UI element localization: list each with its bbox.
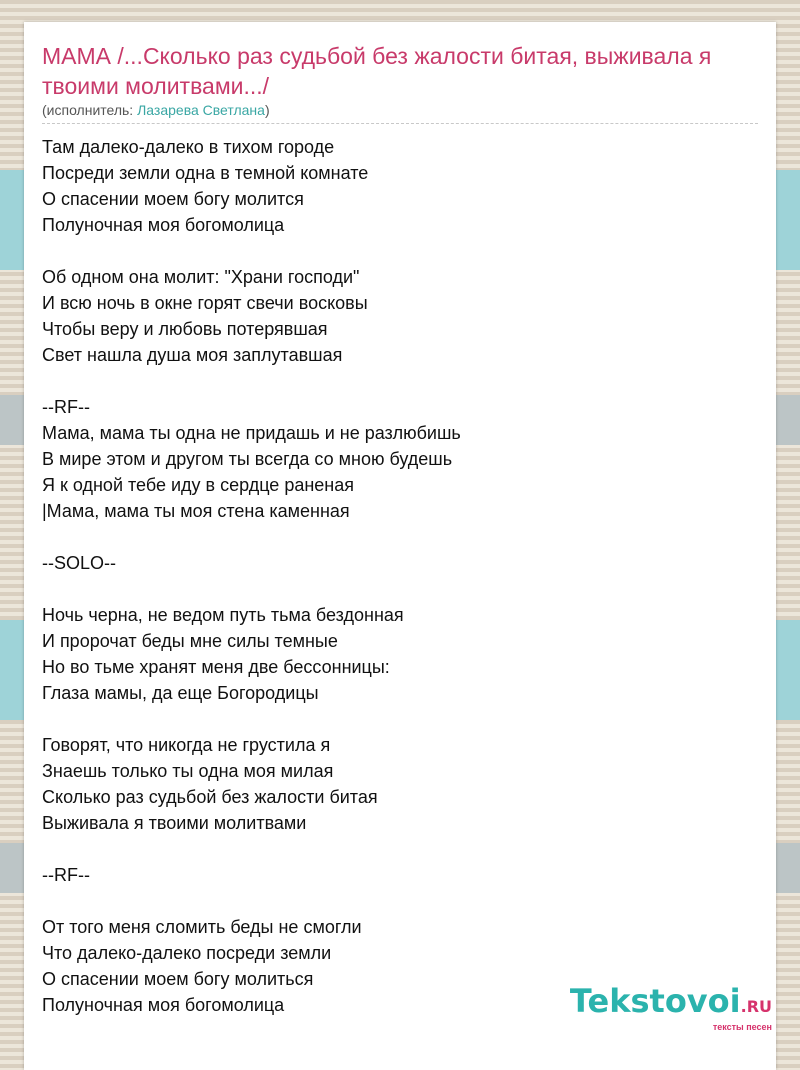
logo-name: Tekstovoi	[569, 982, 741, 1020]
lyrics-blank-line	[42, 368, 758, 394]
lyrics-line: Глаза мамы, да еще Богородицы	[42, 683, 319, 703]
song-title: МАМА /...Сколько раз судьбой без жалости битая, выживала я твоими молитвами.../	[42, 43, 712, 99]
artist-prefix: (исполнитель:	[42, 102, 138, 118]
lyrics-body	[42, 134, 758, 1018]
lyrics-line: Говорят, что никогда не грустила я	[42, 735, 331, 755]
lyrics-line: О спасении моем богу молится	[42, 189, 304, 209]
lyrics-blank-line	[42, 238, 758, 264]
lyrics-line: --RF--	[42, 865, 90, 885]
lyrics-line: Там далеко-далеко в тихом городе	[42, 137, 335, 157]
lyrics-card	[24, 22, 776, 1070]
lyrics-line: Полуночная моя богомолица	[42, 995, 285, 1015]
lyrics-line: --SOLO--	[42, 553, 116, 573]
lyrics-blank-line	[42, 576, 758, 602]
site-logo[interactable]	[570, 984, 772, 1032]
artist-link[interactable]: Лазарева Светлана	[137, 102, 265, 118]
lyrics-line: Сколько раз судьбой без жалости битая	[42, 787, 378, 807]
divider	[42, 123, 758, 124]
lyrics-line: Знаешь только ты одна моя милая	[42, 761, 334, 781]
lyrics-line: Свет нашла душа моя заплутавшая	[42, 345, 343, 365]
lyrics-line: Ночь черна, не ведом путь тьма бездонная	[42, 605, 404, 625]
lyrics-blank-line	[42, 888, 758, 914]
lyrics-line: Об одном она молит: "Храни господи"	[42, 267, 360, 287]
lyrics-line: Чтобы веру и любовь потерявшая	[42, 319, 328, 339]
lyrics-line: Выживала я твоими молитвами	[42, 813, 307, 833]
artist-suffix: )	[264, 102, 270, 118]
lyrics-line: Что далеко-далеко посреди земли	[42, 943, 332, 963]
lyrics-line: |Мама, мама ты моя стена каменная	[42, 501, 350, 521]
lyrics-line: --RF--	[42, 397, 90, 417]
lyrics-line: Полуночная моя богомолица	[42, 215, 285, 235]
lyrics-line: От того меня сломить беды не смогли	[42, 917, 362, 937]
lyrics-line: Посреди земли одна в темной комнате	[42, 163, 369, 183]
lyrics-line: Но во тьме хранят меня две бессонницы:	[42, 657, 390, 677]
logo-tld: .RU	[740, 997, 772, 1016]
lyrics-blank-line	[42, 836, 758, 862]
logo-wordmark	[570, 984, 772, 1024]
lyrics-line: Мама, мама ты одна не придашь и не разлюбишь	[42, 423, 461, 443]
artist-line	[42, 102, 270, 118]
lyrics-blank-line	[42, 706, 758, 732]
lyrics-blank-line	[42, 524, 758, 550]
logo-tagline: тексты песен	[712, 1022, 772, 1032]
lyrics-line: Я к одной тебе иду в сердце раненая	[42, 475, 354, 495]
lyrics-line: В мире этом и другом ты всегда со мною будешь	[42, 449, 453, 469]
lyrics-line: И всю ночь в окне горят свечи восковы	[42, 293, 368, 313]
lyrics-line: О спасении моем богу молиться	[42, 969, 314, 989]
lyrics-line: И пророчат беды мне силы темные	[42, 631, 338, 651]
